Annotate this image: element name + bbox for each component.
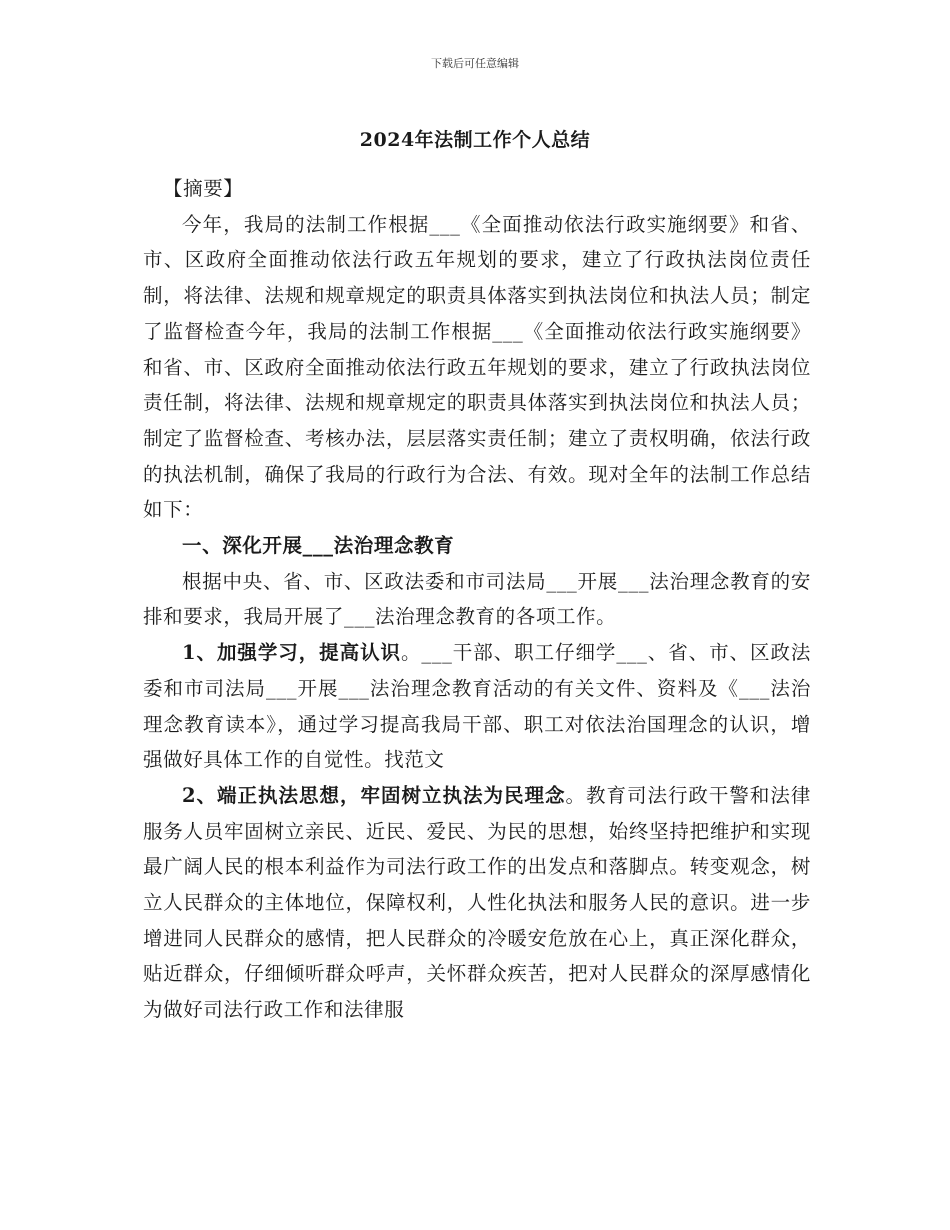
abstract-label: 【摘要】	[163, 177, 244, 200]
paragraph-section1-intro: 根据中央、省、市、区政法委和市司法局___开展___法治理念教育的安排和要求，我局开展了___法治理念教育的各项工作。	[143, 569, 811, 629]
item-1-lead: 1、加强学习，提高认识	[182, 641, 401, 665]
document-title: 2024年法制工作个人总结	[359, 129, 591, 151]
document-body	[143, 171, 811, 1028]
paragraph-item-1	[143, 635, 811, 778]
paragraph-intro: 今年，我局的法制工作根据___《全面推动依法行政实施纲要》和省、市、区政府全面推动依法行政五年规划的要求，建立了行政执法岗位责任制，将法律、法规和规章规定的职责具体落实到执法岗位和执法人员；制定了监督检查今年，我局的法制工作根据___《全面推动依法行政实施纲要》和省、市、区政府全面推动依法行政五年规划的要求，建立了行政执法岗位责任制，将法律、法规和规章规定的职责具体落实到执法岗位和执法人员；制定了监督检查、考核办法，层层落实责任制；建立了责权明确，依法行政的执法机制，确保了我局的行政行为合法、有效。现对全年的法制工作总结如下：	[143, 212, 811, 522]
item-2-lead: 2、端正执法思想，牢固树立执法为民理念	[182, 783, 566, 807]
item-1-body: 。___干部、职工仔细学___、省、市、区政法委和市司法局___开展___法治理念教育活动的有关文件、资料及《___法治理念教育读本》，通过学习提高我局干部、职工对依法治国理念的认识，增强做好具体工作的自觉性。找范文	[143, 641, 811, 772]
page-header-note: 下载后可任意编辑	[431, 57, 519, 70]
paragraph-item-2	[143, 778, 811, 1028]
item-2-body: 。教育司法行政干警和法律服务人员牢固树立亲民、近民、爱民、为民的思想，始终坚持把维护和实现最广阔人民的根本利益作为司法行政工作的出发点和落脚点。转变观念，树立人民群众的主体地位，保障权利，人性化执法和服务人民的意识。进一步增进同人民群众的感情，把人民群众的冷暖安危放在心上，真正深化群众，贴近群众，仔细倾听群众呼声，关怀群众疾苦，把对人民群众的深厚感情化为做好司法行政工作和法律服	[143, 783, 812, 1022]
section-heading-1: 一、深化开展___法治理念教育	[182, 534, 455, 558]
